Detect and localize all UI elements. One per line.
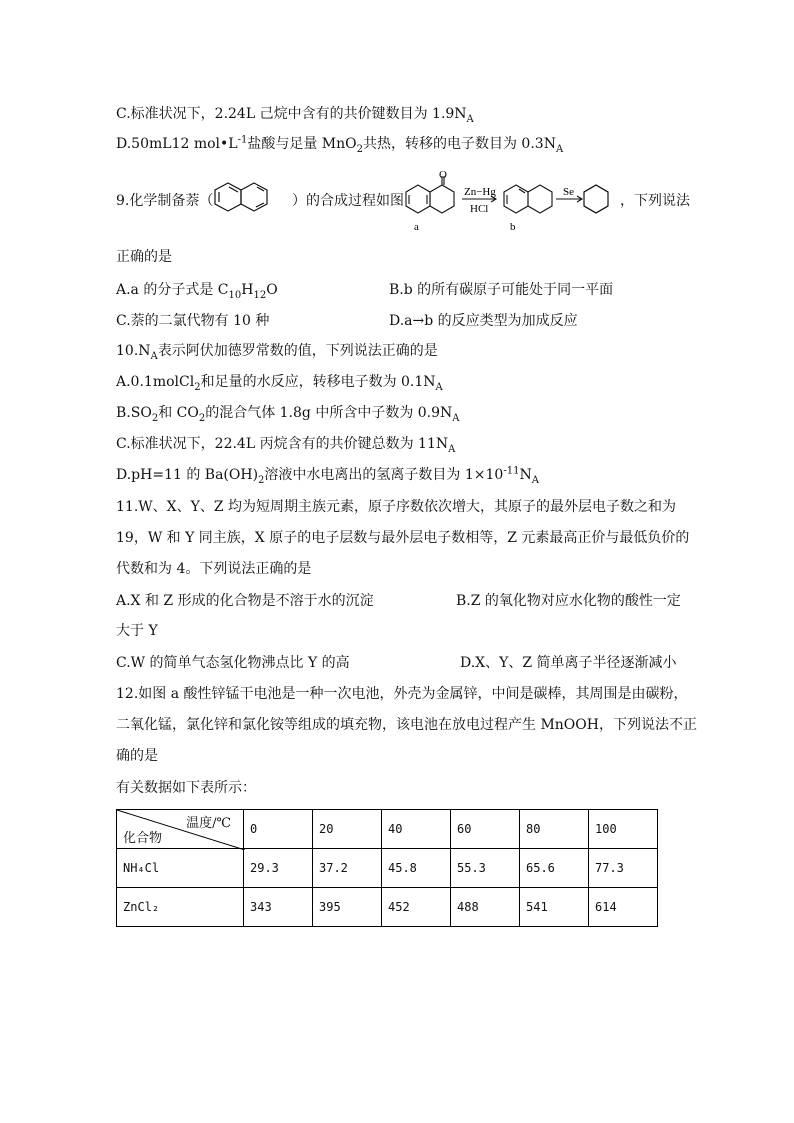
naphthalene-structure [212, 178, 274, 212]
value-cell: 488 [451, 888, 520, 927]
header-temperature: 温度/℃ [186, 816, 231, 831]
q9-stem: 9.化学制备萘（ [116, 193, 214, 209]
value-cell: 343 [244, 888, 313, 927]
q8-option-c: C.标准状况下，2.24L 己烷中含有的共价键数目为 $1.9N_A$ [116, 106, 474, 125]
header-compound: 化合物 [123, 831, 163, 846]
header-temp-cell: 0 [244, 810, 313, 849]
q11-option-a: A.X 和 Z 形成的化合物是不溶于水的沉淀 [116, 593, 374, 609]
q10-option-b: $B.SO_2$和 $CO_2$的混合气体 1.8g 中所含中子数为 $0.9N_A$ [116, 405, 460, 424]
table-corner-header [117, 810, 244, 849]
value-cell: 395 [313, 888, 382, 927]
q11-stem-line2: 19，W 和 Y 同主族，X 原子的电子层数与最外层电子数相等，Z 元素最高正价与最低负价的 [116, 530, 690, 546]
header-temp-cell: 60 [451, 810, 520, 849]
header-temp-cell: 40 [382, 810, 451, 849]
table-row [117, 888, 658, 927]
value-cell: 77.3 [589, 849, 658, 888]
q8-option-d: D.50mL12 $mol•L^{-1}$盐酸与足量 MnO$_2$共热，转移的电子数目为 $0.3N_A$ [116, 134, 564, 155]
q9-stem-cont: 正确的是 [116, 249, 172, 265]
q10-option-d: D.pH=11 的 $Ba(OH)_2$溶液中水电离出的氢离子数目为 $1\times 10^{-11}N_A$ [116, 465, 539, 486]
q12-stem-line2: 二氧化锰，氯化锌和氯化铵等组成的填充物，该电池在放电过程产生 MnOOH，下列说法不正 [116, 717, 697, 733]
header-temp-cell: 80 [520, 810, 589, 849]
compound-name-cell: NH₄Cl [117, 849, 244, 888]
q11-option-d: D.X、Y、Z 简单离子半径逐渐减小 [460, 655, 677, 671]
reagent-hcl: HCl [470, 203, 489, 215]
q11-option-b-cont: 大于 Y [116, 623, 158, 639]
q9-option-a: A.a 的分子式是 $C_{10}H_{12}O$ [116, 282, 278, 301]
value-cell: 37.2 [313, 849, 382, 888]
reaction-scheme [392, 168, 614, 236]
value-cell: 45.8 [382, 849, 451, 888]
value-cell: 55.3 [451, 849, 520, 888]
header-temp-cell: 100 [589, 810, 658, 849]
q12-stem-line3: 确的是 [116, 748, 158, 764]
compound-label-b: b [510, 221, 516, 233]
q9-option-b: B.b 的所有碳原子可能处于同一平面 [389, 282, 614, 298]
value-cell: 541 [520, 888, 589, 927]
q9-stem-end: ，下列说法 [620, 193, 690, 209]
reagent-zn-hg: Zn−Hg [464, 186, 496, 198]
reagent-se: Se [563, 186, 574, 198]
value-cell: 614 [589, 888, 658, 927]
header-temp-cell: 20 [313, 810, 382, 849]
q10-stem: $10.N_A$表示阿伏加德罗常数的值，下列说法正确的是 [116, 343, 438, 362]
q9-option-c: C.萘的二氯代物有 10 种 [116, 313, 270, 329]
q11-stem-line3: 代数和为 4。下列说法正确的是 [116, 561, 312, 577]
q11-stem-line1: 11.W、X、Y、Z 均为短周期主族元素，原子序数依次增大，其原子的最外层电子数之和为 [116, 499, 677, 515]
table-header-row [117, 810, 658, 849]
compound-label-a: a [414, 221, 419, 233]
solubility-table [116, 809, 658, 927]
value-cell: 65.6 [520, 849, 589, 888]
q11-option-b: B.Z 的氧化物对应水化物的酸性一定 [456, 593, 681, 609]
q10-option-c: C.标准状况下，22.4L 丙烷含有的共价键总数为 $11N_A$ [116, 436, 456, 455]
q11-option-c: C.W 的简单气态氢化物沸点比 Y 的高 [116, 655, 350, 671]
compound-name-cell: ZnCl₂ [117, 888, 244, 927]
q12-stem-line1: 12.如图 a 酸性锌锰干电池是一种一次电池，外壳为金属锌，中间是碳棒，其周围是由碳粉， [116, 686, 688, 702]
q10-option-a: A.0.1molCl$_2$和足量的水反应，转移电子数为 $0.1N_A$ [116, 374, 443, 393]
q12-table-intro: 有关数据如下表所示： [116, 780, 256, 796]
value-cell: 452 [382, 888, 451, 927]
table-row [117, 849, 658, 888]
value-cell: 29.3 [244, 849, 313, 888]
q9-stem-mid: ）的合成过程如图 [292, 193, 404, 209]
q9-option-d: D.a→b 的反应类型为加成反应 [389, 313, 578, 329]
ketone-oxygen-label: O [439, 169, 447, 181]
